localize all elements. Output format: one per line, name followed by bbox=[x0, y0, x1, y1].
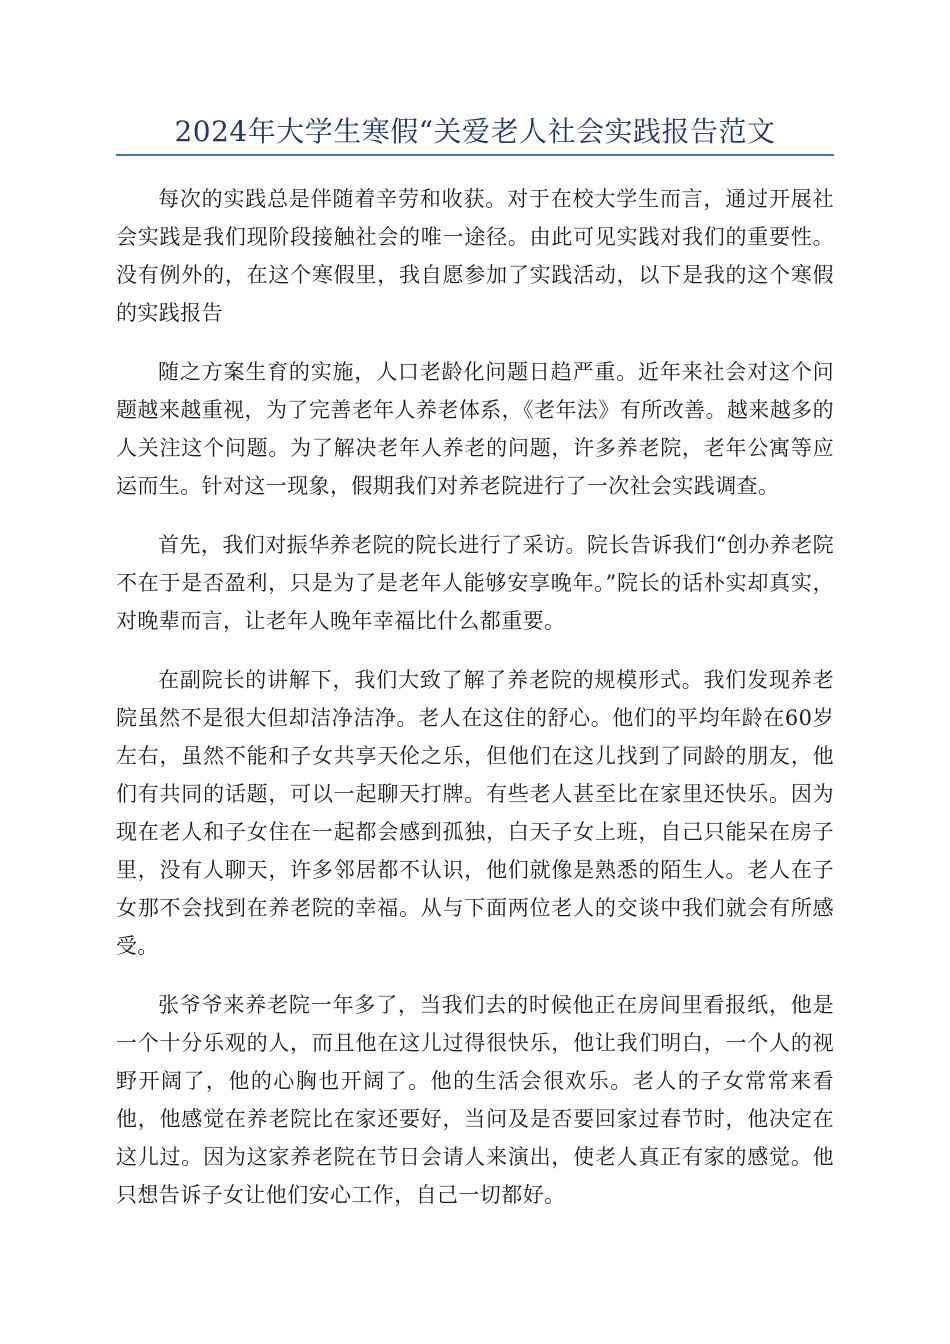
document-title: 2024年大学生寒假“关爱老人社会实践报告范文 bbox=[174, 115, 776, 148]
paragraph-2: 随之方案生育的实施，人口老龄化问题日趋严重。近年来社会对这个问题越来越重视，为了完善老年人养老体系，《老年法》有所改善。越来越多的人关注这个问题。为了解决老年人养老的问题，许多养老院，老年公寓等应运而生。针对这一现象，假期我们对养老院进行了一次社会实践调查。 bbox=[116, 360, 834, 498]
document-body bbox=[116, 180, 834, 1235]
title-underline bbox=[116, 154, 834, 156]
paragraph-5: 张爷爷来养老院一年多了，当我们去的时候他正在房间里看报纸，他是一个十分乐观的人，而且他在这儿过得很快乐，他让我们明白，一个人的视野开阔了，他的心胸也开阔了。他的生活会很欢乐。老人的子女常常来看他，他感觉在养老院比在家还要好，当问及是否要回家过春节时，他决定在这儿过。因为这家养老院在节日会请人来演出，使老人真正有家的感觉。他只想告诉子女让他们安心工作，自己一切都好。 bbox=[116, 993, 834, 1207]
paragraph-3: 首先，我们对振华养老院的院长进行了采访。院长告诉我们“创办养老院不在于是否盈利，只是为了是老年人能够安享晚年。”院长的话朴实却真实，对晚辈而言，让老年人晚年幸福比什么都重要。 bbox=[116, 533, 834, 633]
paragraph-1: 每次的实践总是伴随着辛劳和收获。对于在校大学生而言，通过开展社会实践是我们现阶段接触社会的唯一途径。由此可见实践对我们的重要性。没有例外的，在这个寒假里，我自愿参加了实践活动，以下是我的这个寒假的实践报告 bbox=[116, 187, 834, 325]
paragraph-4: 在副院长的讲解下，我们大致了解了养老院的规模形式。我们发现养老院虽然不是很大但却洁净洁净。老人在这住的舒心。他们的平均年龄在60岁左右，虽然不能和子女共享天伦之乐，但他们在这儿找到了同龄的朋友，他们有共同的话题，可以一起聊天打牌。有些老人甚至比在家里还快乐。因为现在老人和子女住在一起都会感到孤独，白天子女上班，自己只能呆在房子里，没有人聊天，许多邻居都不认识，他们就像是熟悉的陌生人。老人在子女那不会找到在养老院的幸福。从与下面两位老人的交谈中我们就会有所感受。 bbox=[116, 668, 834, 958]
